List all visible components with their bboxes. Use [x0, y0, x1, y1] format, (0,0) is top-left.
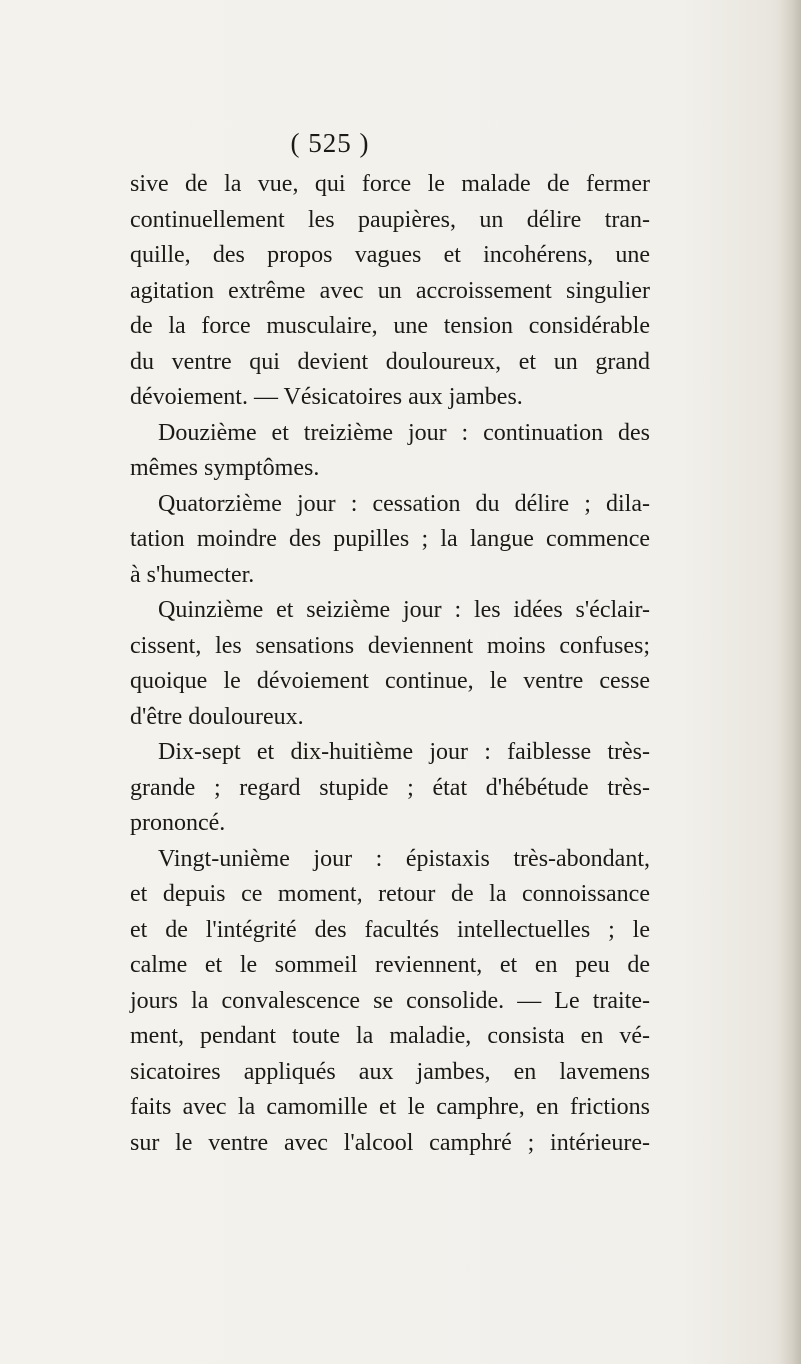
body-text — [130, 167, 650, 1161]
text-line: et depuis ce moment, retour de la connoissance — [130, 881, 650, 907]
text-line: faits avec la camomille et le camphre, en frictions — [130, 1094, 650, 1120]
text-line: grande ; regard stupide ; état d'hébétude très- — [130, 774, 650, 801]
text-line: d'être douloureux. — [130, 703, 304, 730]
text-line: agitation extrême avec un accroissement singulier — [130, 277, 650, 304]
text-line: ment, pendant toute la maladie, consista en vé- — [130, 1023, 650, 1049]
text-line: calme et le sommeil reviennent, et en peu de — [130, 952, 650, 978]
text-line: mêmes symptômes. — [130, 455, 320, 481]
text-line: sur le ventre avec l'alcool camphré ; intérieure- — [130, 1129, 650, 1156]
text-line: Vingt-unième jour : épistaxis très-abondant, — [158, 845, 650, 872]
page-number: ( 525 ) — [290, 128, 370, 158]
text-line: sicatoires appliqués aux jambes, en lavemens — [130, 1058, 650, 1085]
text-line: sive de la vue, qui force le malade de fermer — [130, 171, 650, 197]
text-line: à s'humecter. — [130, 561, 255, 588]
text-line: continuellement les paupières, un délire tran- — [130, 206, 650, 233]
text-line: tation moindre des pupilles ; la langue commence — [130, 526, 650, 552]
text-line: du ventre qui devient douloureux, et un grand — [130, 348, 650, 375]
text-line: quille, des propos vagues et incohérens, une — [130, 242, 650, 268]
text-line: prononcé. — [130, 810, 226, 836]
text-line: et de l'intégrité des facultés intellectuelles ; le — [130, 916, 650, 943]
text-line: cissent, les sensations deviennent moins confuses; — [130, 632, 650, 659]
page-edge-shadow — [779, 0, 801, 1364]
text-line: Dix-sept et dix-huitième jour : faiblesse très- — [158, 739, 650, 765]
text-line: de la force musculaire, une tension considérable — [130, 313, 650, 339]
text-line: dévoiement. — Vésicatoires aux jambes. — [130, 384, 523, 410]
text-line: Douzième et treizième jour : continuation des — [158, 419, 650, 446]
text-line: quoique le dévoiement continue, le ventre cesse — [130, 668, 650, 694]
text-line: Quinzième et seizième jour : les idées s'éclair- — [158, 597, 650, 623]
text-line: jours la convalescence se consolide. — Le traite- — [130, 987, 650, 1014]
text-line: Quatorzième jour : cessation du délire ; dila- — [158, 490, 650, 517]
